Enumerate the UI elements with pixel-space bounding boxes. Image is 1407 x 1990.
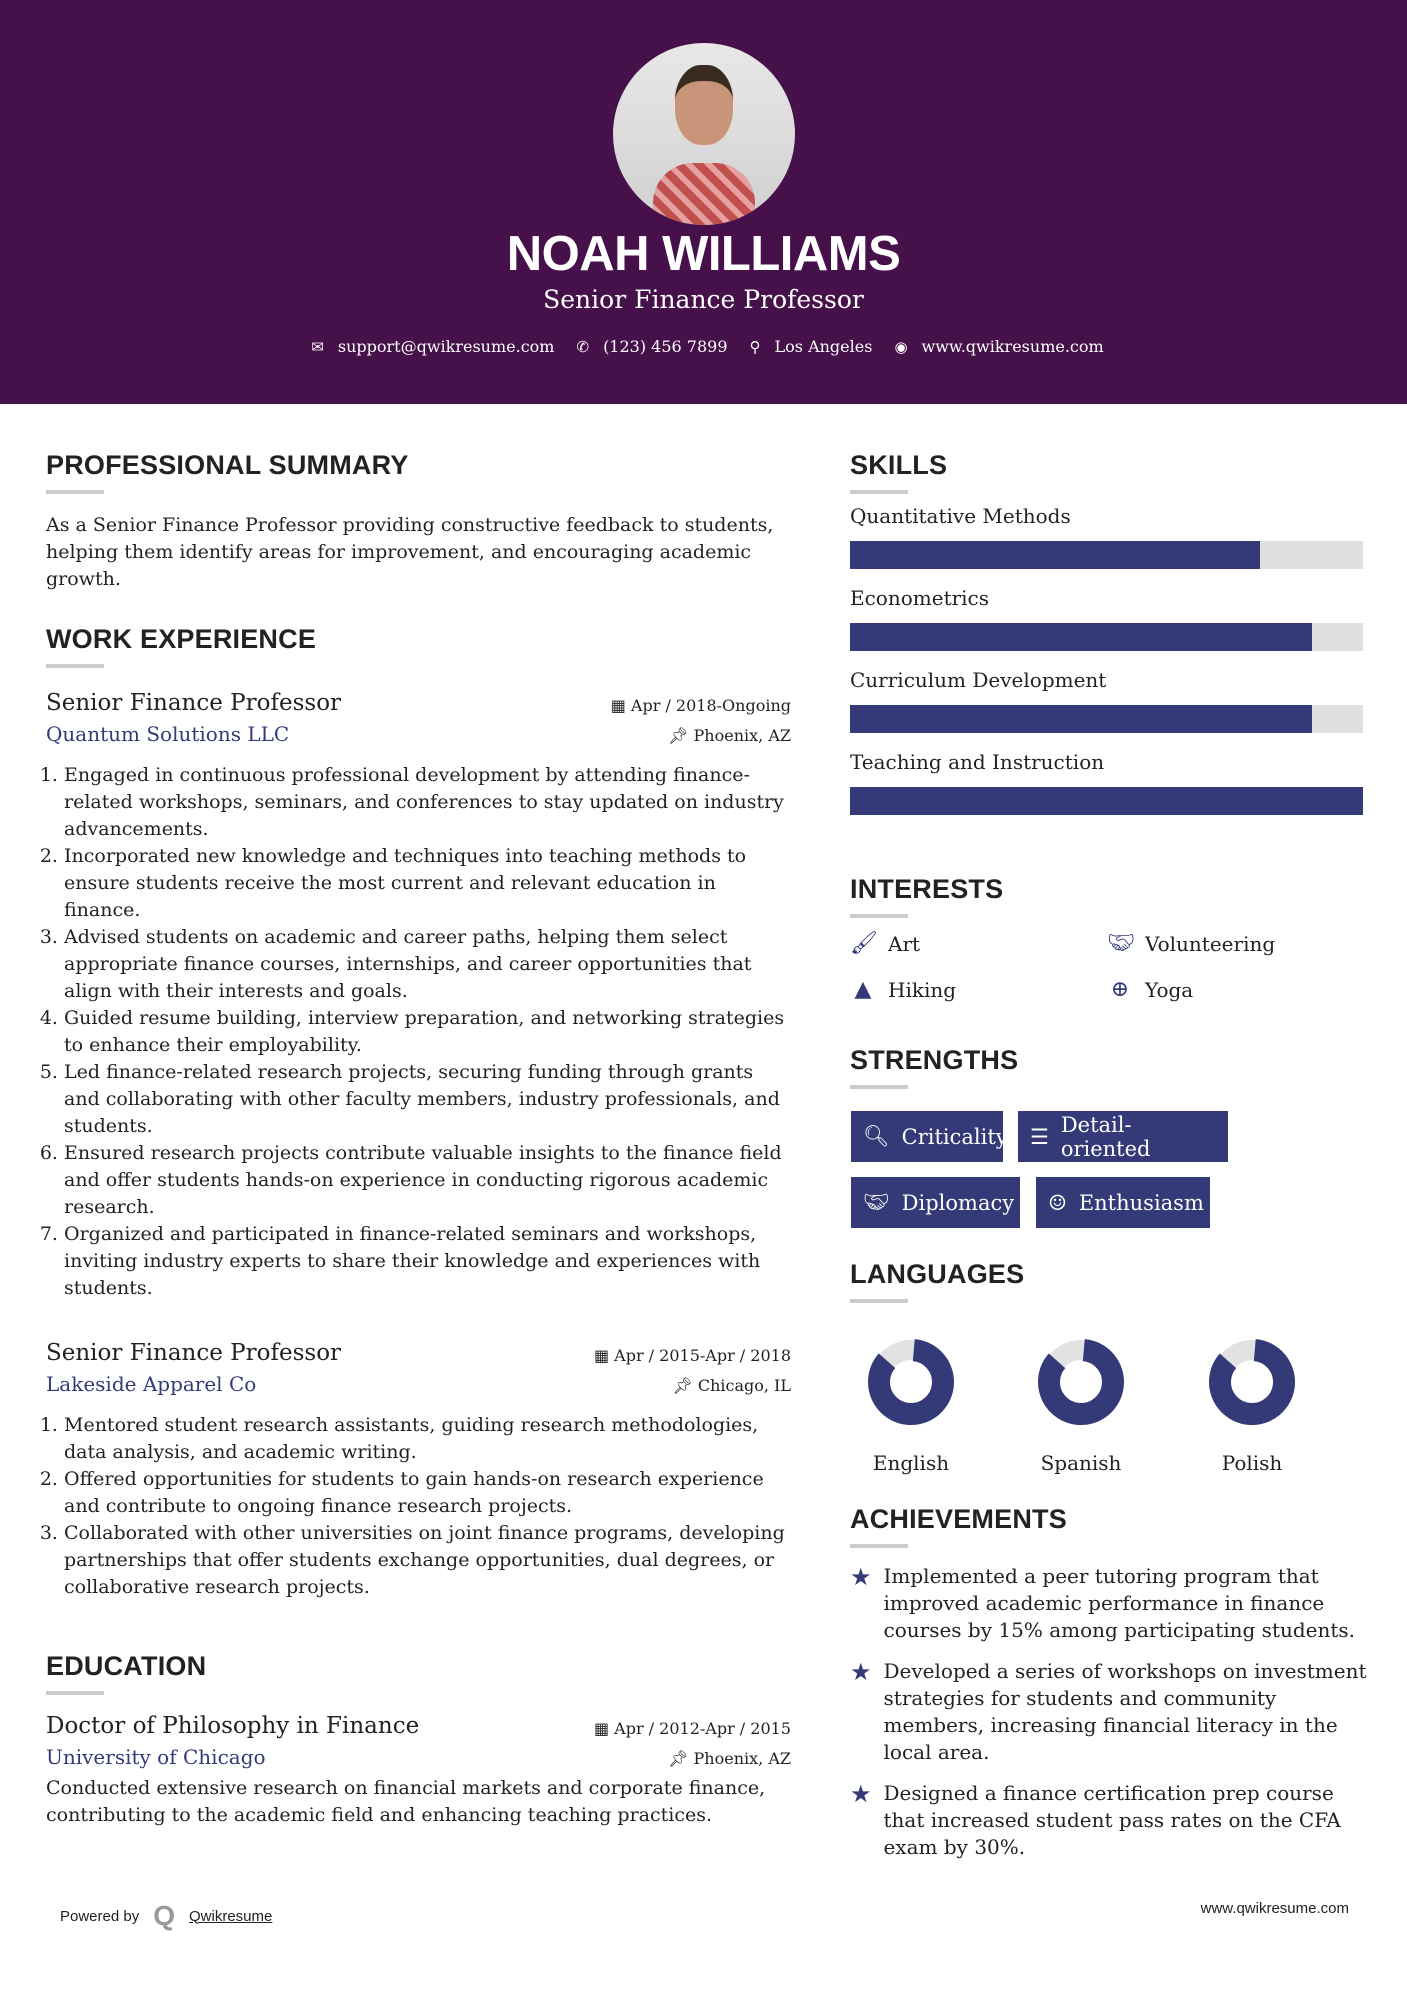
language-donut	[1031, 1332, 1131, 1432]
job-bullets	[46, 1412, 791, 1601]
interest-label: Hiking	[888, 977, 957, 1002]
job-bullet: 1. Engaged in continuous professional development by attending finance-related workshops, seminars, and conferences to stay updated on industry advancements.	[64, 762, 791, 843]
summary-text: As a Senior Finance Professor providing constructive feedback to students, helping them identify areas for improvement, and encouraging academic growth.	[46, 514, 774, 590]
job-date: Apr / 2018-Ongoing	[630, 696, 791, 715]
education-entry	[46, 1713, 791, 1829]
skills-section	[850, 450, 1363, 832]
map-pin-icon: ⚲	[749, 337, 761, 356]
job-company: Lakeside Apparel Co	[46, 1372, 257, 1396]
strength-label: Detail-oriented	[1060, 1112, 1151, 1161]
experience-heading: WORK EXPERIENCE	[46, 624, 317, 654]
job-location: Phoenix, AZ	[693, 726, 791, 745]
skill-bar	[850, 623, 1363, 651]
heading-underline	[850, 1299, 908, 1303]
skill-label: Quantitative Methods	[850, 504, 1071, 528]
job-bullet: 3. Collaborated with other universities on joint finance programs, developing partnerships that offer students exchange opportunities, dual degrees, or collaborative research projects.	[64, 1520, 791, 1601]
powered-by-label: Powered by	[60, 1907, 140, 1925]
interest-item	[1107, 931, 1275, 956]
strength-label: Diplomacy	[901, 1190, 1015, 1215]
job-title: Senior Finance Professor	[46, 1340, 342, 1366]
skill-bar-fill	[850, 623, 1312, 651]
footer-left	[60, 1900, 272, 1932]
strength-enthusiasm	[1036, 1177, 1210, 1228]
heading-underline	[46, 664, 104, 668]
globe-icon: ◉	[894, 337, 908, 356]
job-bullet: 7. Organized and participated in finance-related seminars and workshops, inviting industry experts to share their knowledge and experiences with students.	[64, 1221, 791, 1302]
language-item	[841, 1332, 981, 1475]
list-icon: ☰	[1030, 1124, 1049, 1149]
star-icon: ★	[850, 1563, 872, 1591]
skill-label: Teaching and Instruction	[850, 750, 1105, 774]
smile-icon: ☺	[1048, 1190, 1067, 1215]
skill-bar	[850, 541, 1363, 569]
language-item	[1011, 1332, 1151, 1475]
pin-icon: 📌︎	[668, 1749, 694, 1768]
qwikresume-logo-icon: Q	[153, 1900, 175, 1931]
interest-item	[1107, 977, 1193, 1002]
lifebuoy-icon: ⊕	[1110, 977, 1130, 1002]
skill-bar-fill	[850, 787, 1363, 815]
achievement-text: Designed a finance certification prep course that increased student pass rates on the CFA exam by 30%.	[883, 1781, 1341, 1859]
education-text: Conducted extensive research on financial markets and corporate finance, contributing to the academic field and enhancing teaching practices.	[46, 1777, 766, 1826]
education-date: Apr / 2012-Apr / 2015	[614, 1719, 791, 1738]
achievement-item	[850, 1780, 1370, 1861]
brand-link[interactable]: Qwikresume	[189, 1907, 273, 1925]
job-date: Apr / 2015-Apr / 2018	[614, 1346, 791, 1365]
handshake-icon: 🤝︎	[1107, 931, 1135, 956]
search-icon: 🔍︎	[863, 1124, 890, 1148]
achievement-text: Implemented a peer tutoring program that improved academic performance in finance courses by 15% among participating students.	[883, 1564, 1356, 1642]
envelope-icon: ✉	[311, 337, 324, 356]
heading-underline	[46, 1691, 104, 1695]
strengths-heading: STRENGTHS	[850, 1045, 1019, 1075]
job-bullet: 5. Led finance-related research projects, securing funding through grants and collaborating with other faculty members, industry professionals, and students.	[64, 1059, 791, 1140]
achievement-text: Developed a series of workshops on investment strategies for students and community members, increasing financial literacy in the local area.	[883, 1659, 1367, 1764]
language-donut	[1202, 1332, 1302, 1432]
calendar-icon: ▦	[610, 696, 631, 715]
strength-criticality	[851, 1111, 1008, 1162]
skill-label: Curriculum Development	[850, 668, 1107, 692]
heading-underline	[850, 1085, 908, 1089]
heading-underline	[46, 490, 104, 494]
job-bullet: 4. Guided resume building, interview preparation, and networking strategies to enhance their employability.	[64, 1005, 791, 1059]
strength-detail-oriented	[1018, 1111, 1228, 1162]
job-bullet: 2. Offered opportunities for students to gain hands-on research experience and contribute to ongoing finance research projects.	[64, 1466, 791, 1520]
job-entry	[46, 1340, 791, 1601]
star-icon: ★	[850, 1658, 872, 1686]
heading-underline	[850, 914, 908, 918]
calendar-icon: ▦	[593, 1719, 615, 1738]
calendar-icon: ▦	[593, 1346, 615, 1365]
interests-heading: INTERESTS	[850, 874, 1004, 904]
job-bullet: 2. Incorporated new knowledge and techniques into teaching methods to ensure students receive the most current and relevant education in finance.	[64, 843, 791, 924]
achievements-section	[850, 1504, 1363, 1548]
achievement-item	[850, 1563, 1370, 1644]
skill-label: Econometrics	[850, 586, 990, 610]
contact-location: Los Angeles	[774, 337, 873, 356]
interest-item	[850, 977, 956, 1002]
contact-email[interactable]: support@qwikresume.com	[337, 337, 555, 356]
pin-icon: 📌︎	[672, 1376, 698, 1395]
interest-label: Yoga	[1145, 977, 1194, 1002]
profile-photo	[613, 43, 795, 225]
achievements-heading: ACHIEVEMENTS	[850, 1504, 1067, 1534]
school: University of Chicago	[46, 1745, 266, 1769]
job-location: Chicago, IL	[697, 1376, 791, 1395]
interest-item	[850, 931, 920, 956]
language-item	[1182, 1332, 1322, 1475]
job-bullet: 3. Advised students on academic and career paths, helping them select appropriate finance courses, internships, and career opportunities that align with their interests and goals.	[64, 924, 791, 1005]
skill-bar-fill	[850, 541, 1260, 569]
job-title: Senior Finance Professor	[46, 690, 342, 716]
star-icon: ★	[850, 1780, 872, 1808]
skill-bar	[850, 705, 1363, 733]
strength-diplomacy	[851, 1177, 1020, 1228]
candidate-title: Senior Finance Professor	[543, 285, 864, 314]
interest-label: Art	[888, 931, 921, 956]
education-heading: EDUCATION	[46, 1651, 207, 1681]
left-column	[46, 450, 791, 1829]
summary-heading: PROFESSIONAL SUMMARY	[46, 450, 409, 480]
handshake-icon: 🤝︎	[863, 1190, 890, 1214]
language-donut	[861, 1332, 961, 1432]
job-entry	[46, 690, 791, 1302]
job-bullets	[46, 762, 791, 1302]
contact-phone: (123) 456 7899	[603, 337, 728, 356]
languages-section	[850, 1259, 1363, 1303]
strengths-section	[850, 1045, 1363, 1089]
heading-underline	[850, 490, 908, 494]
language-label: Polish	[1221, 1451, 1283, 1475]
language-label: Spanish	[1040, 1451, 1122, 1475]
job-bullet: 6. Ensured research projects contribute valuable insights to the finance field and offer students hands-on experience in conducting rigorous academic research.	[64, 1140, 791, 1221]
candidate-name: NOAH WILLIAMS	[506, 227, 901, 281]
strength-label: Enthusiasm	[1078, 1190, 1204, 1215]
achievement-item	[850, 1658, 1370, 1766]
skills-heading: SKILLS	[850, 450, 948, 480]
skill-bar-fill	[850, 705, 1312, 733]
contact-website[interactable]: www.qwikresume.com	[921, 337, 1104, 356]
interests-section	[850, 874, 1363, 918]
interest-label: Volunteering	[1145, 931, 1276, 956]
languages-heading: LANGUAGES	[850, 1259, 1025, 1289]
strength-label: Criticality	[901, 1124, 1008, 1149]
footer-website[interactable]: www.qwikresume.com	[1200, 1900, 1349, 1917]
skill-bar	[850, 787, 1363, 815]
heading-underline	[850, 1544, 908, 1548]
pin-icon: 📌︎	[668, 726, 694, 745]
language-label: English	[872, 1451, 950, 1475]
job-bullet: 1. Mentored student research assistants, guiding research methodologies, data analysis, and academic writing.	[64, 1412, 791, 1466]
contact-bar	[0, 337, 1407, 356]
resume-header	[0, 0, 1407, 404]
education-location: Phoenix, AZ	[693, 1749, 791, 1768]
brush-icon: 🖌︎	[850, 931, 878, 956]
degree: Doctor of Philosophy in Finance	[46, 1713, 420, 1739]
phone-icon: ✆	[576, 337, 590, 356]
job-company: Quantum Solutions LLC	[46, 722, 290, 746]
tree-icon: ▲	[854, 977, 872, 1002]
